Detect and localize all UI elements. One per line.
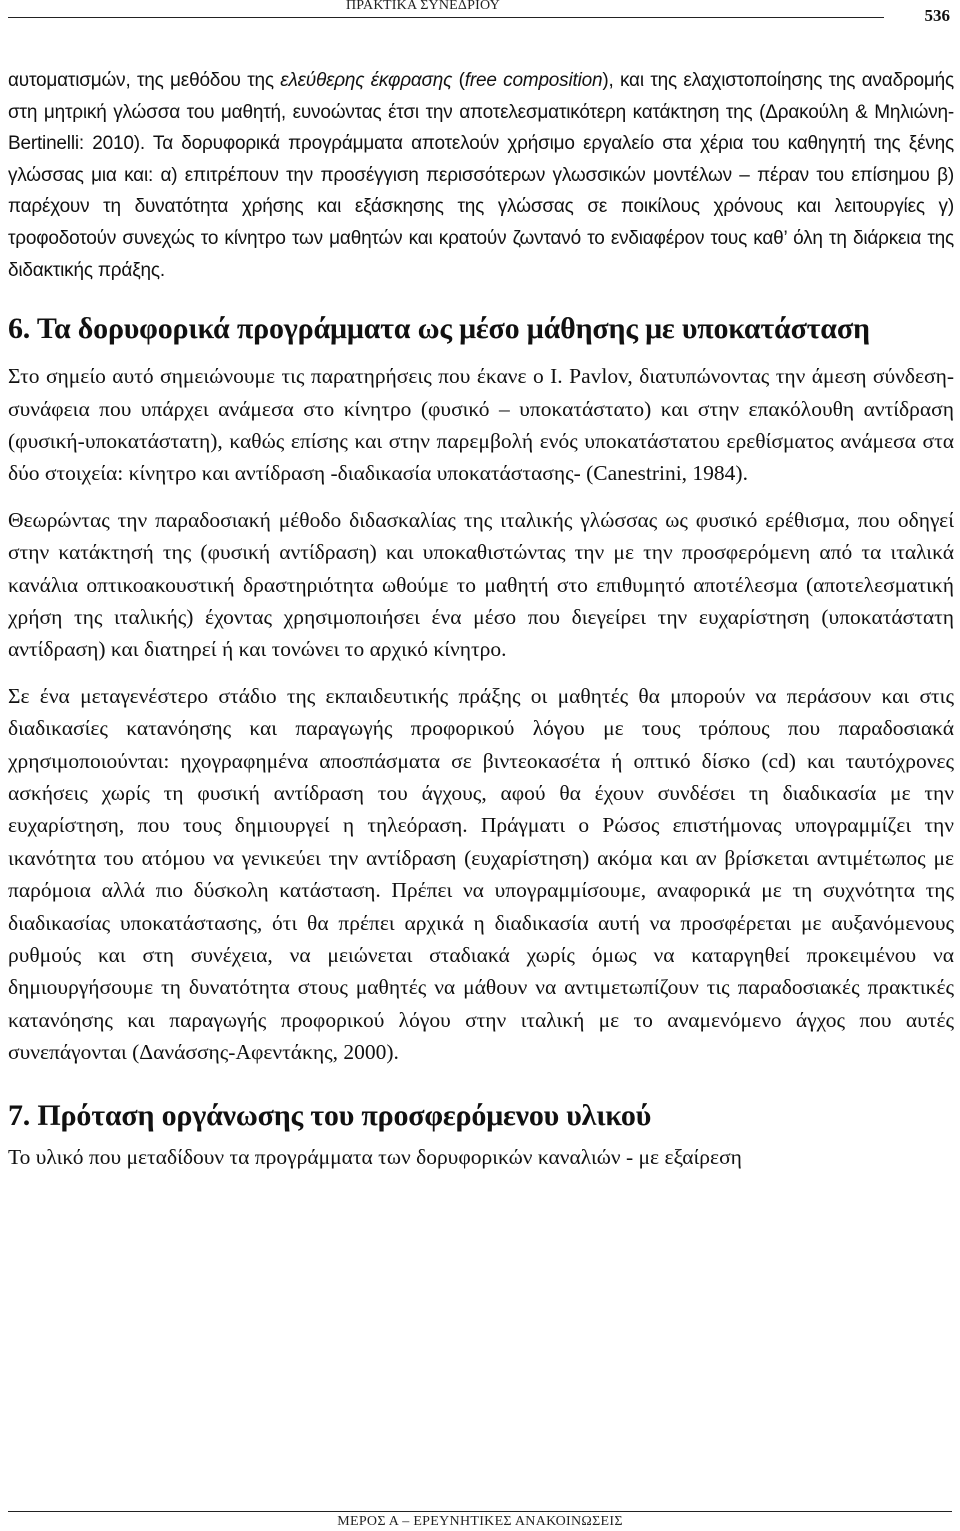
paragraph-method: Θεωρώντας την παραδοσιακή μέθοδο διδασκαλίας της ιταλικής γλώσσας ως φυσικό ερέθισμα, που οδηγεί στην κατάκτησή της (φυσική αντίδραση) και υποκαθιστώντας την με την προσφερόμενη από τα ιταλικά κανάλια οπτικοακουστική δραστηριότητα ωθούμε το μαθητή στο επιθυμητό αποτέλεσμα (αποτελεσματική χρήση της ιταλικής) έχοντας χρησιμοποιήσει ένα μέσο που διεγείρει την ευχαρίστηση (υποκατάστατη αντίδραση) και διατηρεί ή και τονώνει το αρχικό κίνητρο. <box>8 507 954 662</box>
text-run: αυτοματισμών, της μεθόδου της <box>8 70 281 91</box>
paragraph-material: Το υλικό που μεταδίδουν τα προγράμματα των δορυφορικών καναλιών - με εξαίρεση <box>8 1144 742 1169</box>
section-heading-7: 7. Πρόταση οργάνωσης του προσφερόμενου υλικού <box>8 1098 652 1132</box>
italic-term: ελεύθερης έκφρασης <box>280 70 453 91</box>
section-heading-6: 6. Τα δορυφορικά προγράμματα ως μέσο μάθησης με υποκατάσταση <box>8 312 870 346</box>
page-number: 536 <box>924 6 950 25</box>
footer-text: ΜΕΡΟΣ Α – ΕΡΕΥΝΗΤΙΚΕΣ ΑΝΑΚΟΙΝΩΣΕΙΣ <box>337 1514 623 1529</box>
paragraph-later-stage: Σε ένα μεταγενέστερο στάδιο της εκπαιδευτικής πράξης οι μαθητές θα μπορούν να περάσουν και στις διαδικασίες κατανόησης και παραγωγής προφορικού λόγου με τους τρόπους που παραδοσιακά χρησιμοποιούνται: ηχογραφημένα αποσπάσματα σε βιντεοκασέτα ή οπτικό δίσκο (cd) και ταυτόχρονες ασκήσεις χωρίς τη φυσική αντίδραση του άγχους, αφού θα έχουν συνδέσει τη διαδικασία με την ευχαρίστηση, που τους δημιουργεί η τηλεόραση. Πράγματι ο Ρώσος επιστήμονας υπογραμμίζει την ικανότητα του ατόμου να γενικεύει την αντίδραση (ευχαρίστηση) ακόμα και αν βρίσκεται αντιμέτωπος με παρόμοια αλλά πιο δύσκολη κατάσταση. Πρέπει να υπογραμμίσουμε, αναφορικά με τη συχνότητα της διαδικασίας υποκατάστασης, ότι θα πρέπει αρχικά η διαδικασία αυτή να προσφέρεται με αυξανόμενους ρυθμούς και στη συνέχεια, να μειώνεται σταδιακά χωρίς όμως να καταργηθεί προκειμένου να δημιουργήσουμε τη δυνατότητα στους μαθητές να μάθουν να αντιμετωπίζουν τις παραδοσιακές πρακτικές κατανόησης και παραγωγής προφορικού λόγου στην ιταλική με το αναμενόμενο άγχος που αυτές συνεπάγονται (Δανάσσης-Αφεντάκης, 2000). <box>8 683 954 1065</box>
running-footer <box>0 1511 960 1531</box>
page-body <box>8 65 954 1173</box>
running-title: ΠΡΑΚΤΙΚΑ ΣΥΝΕΔΡΙΟΥ <box>346 0 500 13</box>
running-header <box>0 0 960 30</box>
italic-term: free composition <box>464 70 603 91</box>
text-run: ), και της ελαχιστοποίησης της αναδρομής στη μητρική γλώσσα του μαθητή, ευνοώντας έτσι την αποτελεσματικότερη κατάκτηση της (Δρακούλη & Μηλιώνη-Bertinelli: 2010). Τα δορυφορικά προγράμματα αποτελούν χρήσιμο εργαλείο στα χέρια του καθηγητή της ξένης γλώσσας μια και: α) επιτρέπουν την προσέγγιση περισσότερων γλωσσικών μοντέλων – πέραν του επίσημου β) παρέχουν τη δυνατότητα χρήσης και εξάσκησης της γλώσσας σε ποικίλους χρόνους και λειτουργίες γ) τροφοδοτούν συνεχώς το κίνητρο των μαθητών και κρατούν ζωντανό το ενδιαφέρον τους καθ’ όλη τη διάρκεια της διδακτικής πράξης. <box>8 70 954 281</box>
header-rule <box>8 17 884 18</box>
footer-rule <box>8 1511 952 1512</box>
paragraph-intro <box>8 65 954 286</box>
text-run: ( <box>452 70 465 91</box>
paragraph-pavlov: Στο σημείο αυτό σημειώνουμε τις παρατηρήσεις που έκανε ο I. Pavlov, διατυπώνοντας την άμεση σύνδεση-συνάφεια που υπάρχει ανάμεσα στο κίνητρο (φυσικό – υποκατάστατο) και στην επακόλουθη αντίδραση (φυσική-υποκατάστατη), καθώς επίσης και στην παρεμβολή ενός υποκατάστατου ερεθίσματος ανάμεσα στα δύο στοιχεία: κίνητρο και αντίδραση -διαδικασία υποκατάστασης- (Canestrini, 1984). <box>8 364 954 486</box>
